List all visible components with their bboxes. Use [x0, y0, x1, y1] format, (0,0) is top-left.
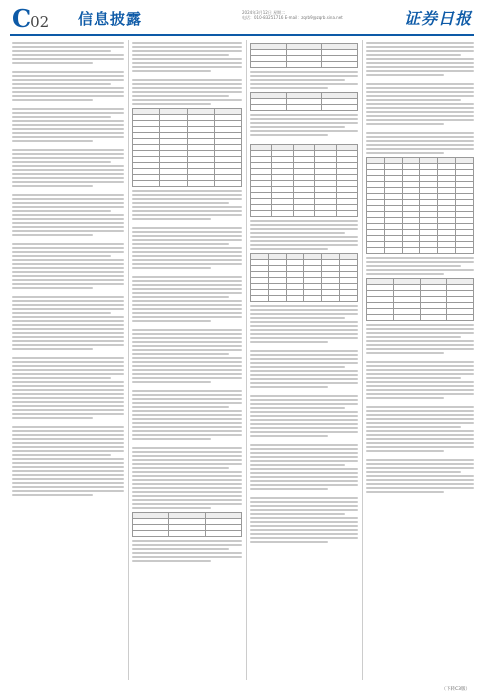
column-2	[132, 40, 242, 680]
masthead	[0, 0, 484, 34]
continued-note: （下转C3版）	[441, 687, 470, 692]
section-title: 信息披露	[78, 10, 143, 28]
masthead-contact: 电话：010-83251716 E-mail：zqrb9@zqrb.sina.net	[242, 15, 343, 20]
data-table	[250, 43, 358, 68]
newspaper-logo: 证券日报	[403, 9, 472, 28]
column-4	[366, 40, 474, 680]
column-divider	[128, 40, 129, 680]
column-divider	[246, 40, 247, 680]
masthead-info	[242, 10, 372, 20]
data-table	[250, 92, 358, 111]
data-table	[132, 108, 242, 187]
data-table	[366, 278, 474, 321]
data-table	[250, 253, 358, 302]
masthead-date: 2024年3月12日 星期二	[242, 10, 286, 15]
data-table	[132, 512, 242, 537]
data-table	[250, 144, 358, 217]
data-table	[366, 157, 474, 254]
section-code: C02	[12, 4, 50, 33]
masthead-rule	[10, 34, 474, 36]
column-1	[12, 40, 124, 680]
column-divider	[362, 40, 363, 680]
column-3	[250, 40, 358, 680]
section-number: 02	[30, 13, 50, 31]
